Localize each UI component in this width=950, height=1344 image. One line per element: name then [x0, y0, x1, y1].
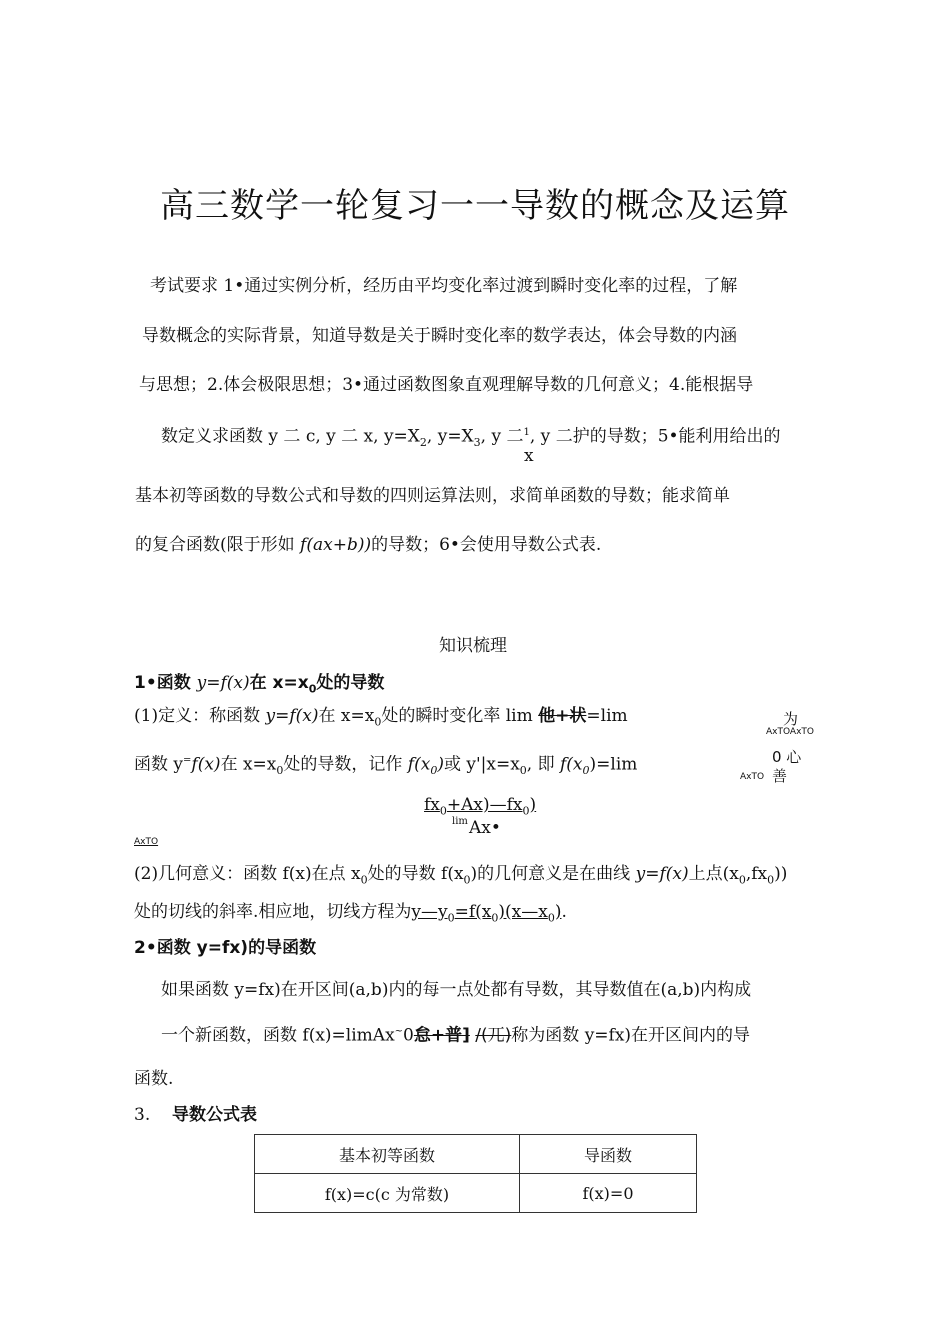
page-title: 高三数学一轮复习一一导数的概念及运算: [160, 186, 790, 226]
s3-heading: 导数公式表: [172, 1105, 257, 1125]
s2-paragraph-line-1: 如果函数 y=fx)在开区间(a,b)内的每一点处都有导数，其导数值在(a,b)内构成: [161, 980, 752, 1000]
s1-geometric-line-1: (2)几何意义：函数 f(x)在点 $x_0$处的导数 $f(x_0)$的几何意义是在曲线 y=f(x)上点$(x_0,fx_0)$): [134, 864, 788, 887]
s2-paragraph-line-2: 一个新函数，函数 f(x)=limAx~0怠+普] /(兀)称为函数 y=fx)在开区间内的导: [161, 1025, 751, 1046]
requirement-line-4: 数定义求函数 y 二 c, y 二 x, $y=X_2$, $y=X_3$, y 二$^1$, y 二护的导数；5•能利用给出的: [161, 426, 781, 450]
side-note-5: 善: [772, 767, 788, 785]
derivative-fraction-denominator: Ax•: [469, 818, 501, 838]
derivative-formula-table: [254, 1134, 697, 1213]
side-note-4: AxTO: [740, 772, 765, 782]
table-row: [255, 1174, 697, 1213]
s1-heading: 1•函数 y=f(x)在 $x=x_0$处的导数: [134, 673, 385, 696]
table-header-cell: 基本初等函数: [255, 1135, 520, 1174]
s3-number: 3.: [134, 1105, 151, 1125]
s2-heading: 2•函数 y=fx)的导函数: [134, 938, 317, 958]
side-note-1: 为: [783, 710, 799, 728]
table-header-row: [255, 1135, 697, 1174]
side-note-2: AxTOAxTO: [766, 727, 814, 737]
requirement-line-5: 基本初等函数的导数公式和导数的四则运算法则，求简单函数的导数；能求简单: [135, 486, 730, 506]
side-note-3: 0 心: [772, 748, 802, 766]
table-cell: f(x)=c(c 为常数): [255, 1174, 520, 1213]
section-heading: 知识梳理: [439, 636, 507, 656]
requirement-line-6: 的复合函数(限于形如 f(ax+b))的导数；6•会使用导数公式表.: [135, 535, 602, 555]
s1-definition-line-2: 函数 y=f(x)在 $x=x_0$处的导数，记作 $f(x_0)$或 $y'|x=x_0$, 即 $f(x_0)=\lim$: [134, 754, 638, 778]
derivative-fraction-lim: lim: [452, 816, 468, 827]
s1-definition-line-1: (1)定义：称函数 y=f(x)在 $x=x_0$处的瞬时变化率 lim 他+状=lim: [134, 706, 628, 729]
table-cell: f(x)=0: [520, 1174, 697, 1213]
s2-paragraph-line-3: 函数.: [134, 1069, 174, 1089]
s1-geometric-line-2: 处的切线的斜率.相应地，切线方程为$y—y_0=f(x_0)(x—x_0)$.: [134, 902, 567, 925]
requirement-fraction-x: x: [524, 446, 534, 466]
requirement-line-3: 与思想；2.体会极限思想；3•通过函数图象直观理解导数的几何意义；4.能根据导: [139, 375, 754, 395]
table-header-cell: 导函数: [520, 1135, 697, 1174]
derivative-fraction-numerator: $fx_0+Ax)—fx_0$): [424, 795, 537, 818]
limit-subscript: AxTO: [134, 837, 159, 847]
requirement-line-1: 考试要求 1•通过实例分析，经历由平均变化率过渡到瞬时变化率的过程，了解: [150, 276, 738, 296]
requirement-line-2: 导数概念的实际背景，知道导数是关于瞬时变化率的数学表达，体会导数的内涵: [142, 326, 737, 346]
